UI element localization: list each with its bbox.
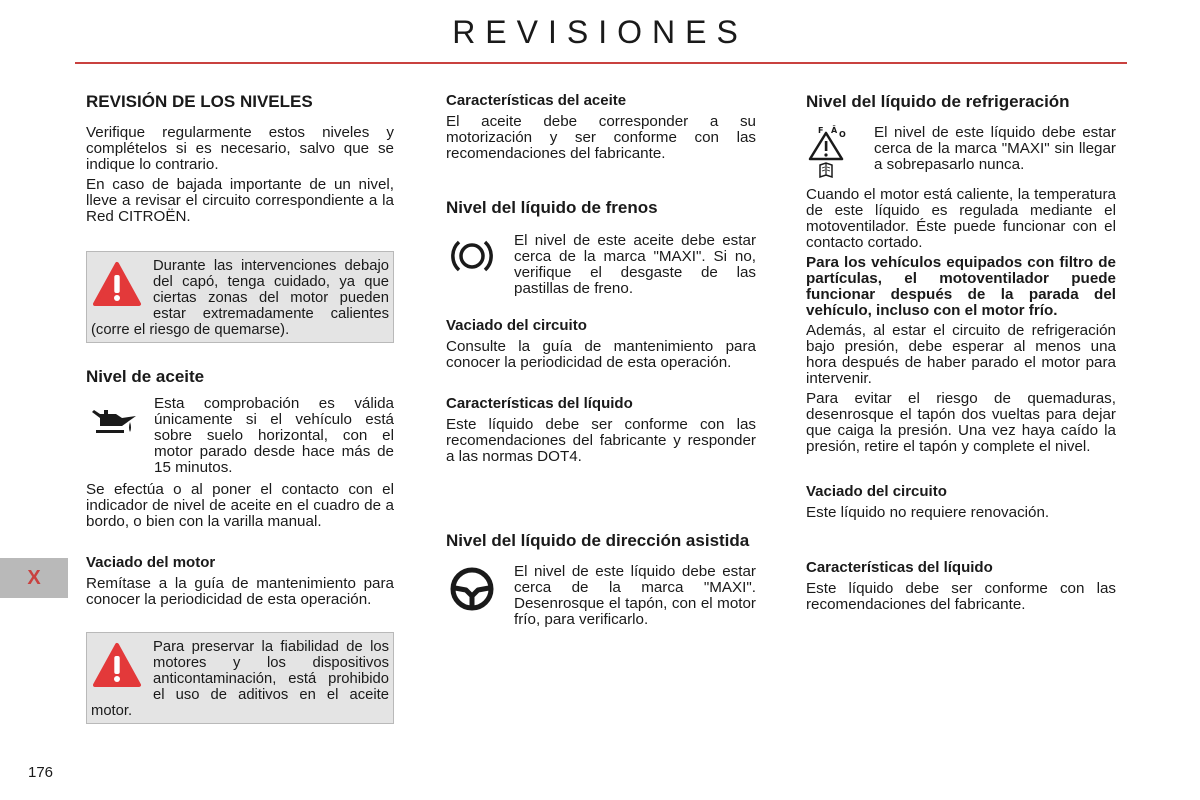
warning-icon: [91, 258, 153, 318]
page-number: 176: [28, 764, 54, 781]
oil-characteristics-text: El aceite debe corresponder a su motorización y ser conforme con las recomendaciones del fabricante.: [446, 113, 756, 162]
brake-characteristics-text: Este líquido debe ser conforme con las recomendaciones del fabricante y responder a las normas DOT4.: [446, 416, 756, 465]
coolant-characteristics-heading: Características del líquido: [806, 559, 993, 576]
warning-icon: [91, 639, 153, 699]
coolant-level-text: El nivel de este líquido debe estar cerca de la marca "MAXI" sin llegar a sobrepasarlo nunca.: [874, 125, 1116, 173]
title-rule: [75, 62, 1127, 64]
steering-fluid-block: [446, 564, 756, 628]
page-title: REVISIONES: [452, 14, 748, 50]
chapter-tab[interactable]: [0, 558, 68, 598]
steering-wheel-icon: [446, 564, 514, 618]
svg-text:O: O: [839, 130, 846, 139]
coolant-warning-icon: [806, 125, 874, 179]
column-2: [446, 86, 756, 628]
brake-drain-heading: Vaciado del circuito: [446, 317, 587, 334]
coolant-heading: Nivel del líquido de refrigeración: [806, 92, 1070, 111]
oil-check-text: Esta comprobación es válida únicamente si el vehículo está sobre suelo horizontal, con el motor parado desde hace más de 15 minutos.: [154, 396, 394, 476]
oil-level-text: Se efectúa o al poner el contacto con el indicador de nivel de aceite en el cuadro de a bordo, o bien con la varilla manual.: [86, 481, 394, 530]
brake-characteristics-heading: Características del líquido: [446, 395, 633, 412]
intro-paragraph-1: Verifique regularmente estos niveles y complételos si es necesario, salvo que se indique lo contrario.: [86, 124, 394, 173]
coolant-paragraph-3: Para evitar el riesgo de quemaduras, desenrosque el tapón dos vueltas para dejar que caiga la presión. Una vez haya caído la presión, retire el tapón y complete el nivel.: [806, 390, 1116, 455]
svg-text:Ā: Ā: [831, 126, 838, 135]
oil-level-heading: Nivel de aceite: [86, 367, 205, 386]
coolant-characteristics-text: Este líquido debe ser conforme con las recomendaciones del fabricante.: [806, 580, 1116, 613]
steering-fluid-heading: Nivel del líquido de dirección asistida: [446, 531, 750, 550]
steering-fluid-text: El nivel de este líquido debe estar cerca de la marca "MAXI". Desenrosque el tapón, con el motor frío, para verificarlo.: [514, 564, 756, 628]
manual-book-icon: [820, 163, 832, 177]
warning-text-heat: Durante las intervenciones debajo del capó, tenga cuidado, ya que ciertas zonas del motor pueden estar extremadamente calientes (corre el riesgo de quemarse).: [91, 258, 389, 338]
oil-can-icon: [86, 396, 154, 450]
brake-fluid-text: El nivel de este aceite debe estar cerca de la marca "MAXI". Si no, verifique el desgaste de las pastillas de freno.: [514, 233, 756, 297]
engine-drain-text: Remítase a la guía de mantenimiento para conocer la periodicidad de esta operación.: [86, 575, 394, 608]
engine-drain-heading: Vaciado del motor: [86, 554, 216, 571]
coolant-drain-heading: Vaciado del circuito: [806, 483, 947, 500]
brake-icon: [446, 233, 514, 287]
coolant-paragraph-1: Cuando el motor está caliente, la temperatura de este líquido es regulada mediante el motoventilador. Éste puede funcionar con el contacto cortado.: [806, 186, 1116, 251]
chapter-tab-label: X: [27, 566, 41, 589]
brake-fluid-heading: Nivel del líquido de frenos: [446, 198, 658, 217]
warning-box-additives: [86, 632, 394, 724]
intro-paragraph-2: En caso de bajada importante de un nivel, lleve a revisar el circuito correspondiente a la Red CITROËN.: [86, 176, 394, 225]
coolant-paragraph-2: Además, al estar el circuito de refrigeración bajo presión, debe esperar al menos una hora después de haber parado el motor para intervenir.: [806, 322, 1116, 387]
column-1: [86, 86, 394, 724]
coolant-drain-text: Este líquido no requiere renovación.: [806, 504, 1050, 521]
column-3: [806, 86, 1116, 613]
brake-fluid-block: [446, 233, 756, 297]
warning-box-heat: [86, 251, 394, 343]
coolant-particle-filter-note: Para los vehículos equipados con filtro de partículas, el motoventilador puede funcionar después de la parada del vehículo, incluso con el motor frío.: [806, 254, 1116, 319]
brake-drain-text: Consulte la guía de mantenimiento para conocer la periodicidad de esta operación.: [446, 338, 756, 371]
svg-text:F: F: [818, 126, 824, 135]
oil-check-block: [86, 396, 394, 476]
oil-characteristics-heading: Características del aceite: [446, 92, 627, 109]
coolant-block: [806, 125, 1116, 179]
section-heading-levels: REVISIÓN DE LOS NIVELES: [86, 92, 313, 111]
warning-text-additives: Para preservar la fiabilidad de los motores y los dispositivos anticontaminación, está prohibido el uso de aditivos en el aceite motor.: [91, 639, 389, 719]
